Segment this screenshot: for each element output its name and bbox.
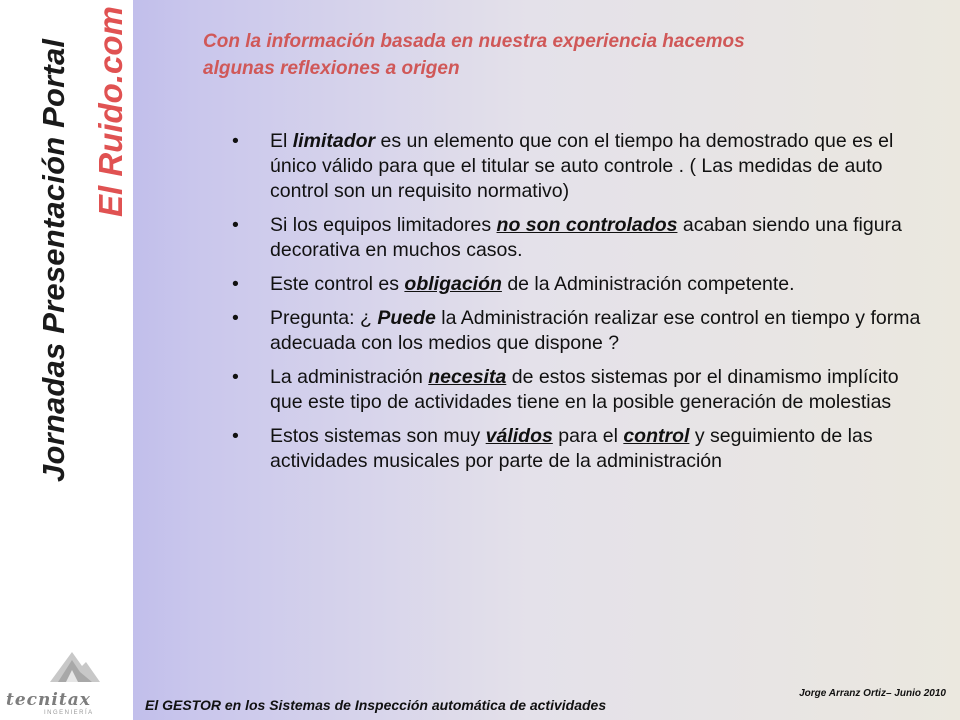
bullet-item [232,213,932,263]
bullet-marker: • [232,425,239,447]
bullet-marker: • [232,273,239,295]
bullet-item [232,272,932,297]
bullet-marker: • [232,307,239,329]
bullet-text: Este control es [270,273,405,295]
bullet-item [232,365,932,415]
footer-title: El GESTOR en los Sistemas de Inspección automática de actividades [145,697,607,713]
bullet-text: y seguimiento de las actividades musicales por parte de la administración [270,425,873,472]
bullet-text: la Administración realizar ese control en tiempo y forma adecuada con los medios que dispone ? [270,307,921,354]
bullet-list [232,129,932,483]
bullet-text: Si los equipos limitadores [270,214,497,236]
bullet-text: El [270,130,293,152]
vertical-title-jornadas: Jornadas Presentación Portal [36,38,71,482]
heading-line-1: Con la información basada en nuestra experiencia hacemos [203,31,745,52]
bullet-text: de estos sistemas por el dinamismo implícito que este tipo de actividades tiene en la posible generación de molestias [270,366,899,413]
bullet-emphasis: Puede [377,307,436,329]
bullet-marker: • [232,366,239,388]
bullet-item [232,129,932,204]
slide-heading [203,28,933,82]
bullet-emphasis: limitador [292,130,376,152]
bullet-text: de la Administración competente. [501,273,795,295]
bullet-text: acaban siendo una figura decorativa en muchos casos. [270,214,902,261]
heading-line-2: algunas reflexiones a origen [203,58,460,79]
vertical-title [0,0,133,720]
bullet-text: para el [552,425,624,447]
tecnitax-logo [0,640,133,720]
bullet-text: La administración [270,366,429,388]
bullet-item [232,306,932,356]
bullet-text: Pregunta: ¿ [270,307,378,329]
bullet-marker: • [232,214,239,236]
bullet-emphasis: válidos [485,425,553,447]
footer-author-date: Jorge Arranz Ortiz– Junio 2010 [799,688,946,699]
bullet-text: es un elemento que con el tiempo ha demostrado que es el único válido para que el titular se auto controle . ( Las medidas de auto control son un requisito normativo) [270,130,894,202]
bullet-text: Estos sistemas son muy [270,425,486,447]
bullet-emphasis: obligación [404,273,502,295]
mountain-icon [0,640,133,690]
sidebar [0,0,133,720]
bullet-emphasis: no son controlados [496,214,678,236]
logo-subtext: INGENIERÍA [44,710,94,716]
bullet-marker: • [232,130,239,152]
bullet-emphasis: control [623,425,690,447]
vertical-title-elruido: El Ruido.com [92,6,129,217]
bullet-item [232,424,932,474]
logo-wordmark: tecnitax [6,690,91,710]
bullet-emphasis: necesita [428,366,507,388]
